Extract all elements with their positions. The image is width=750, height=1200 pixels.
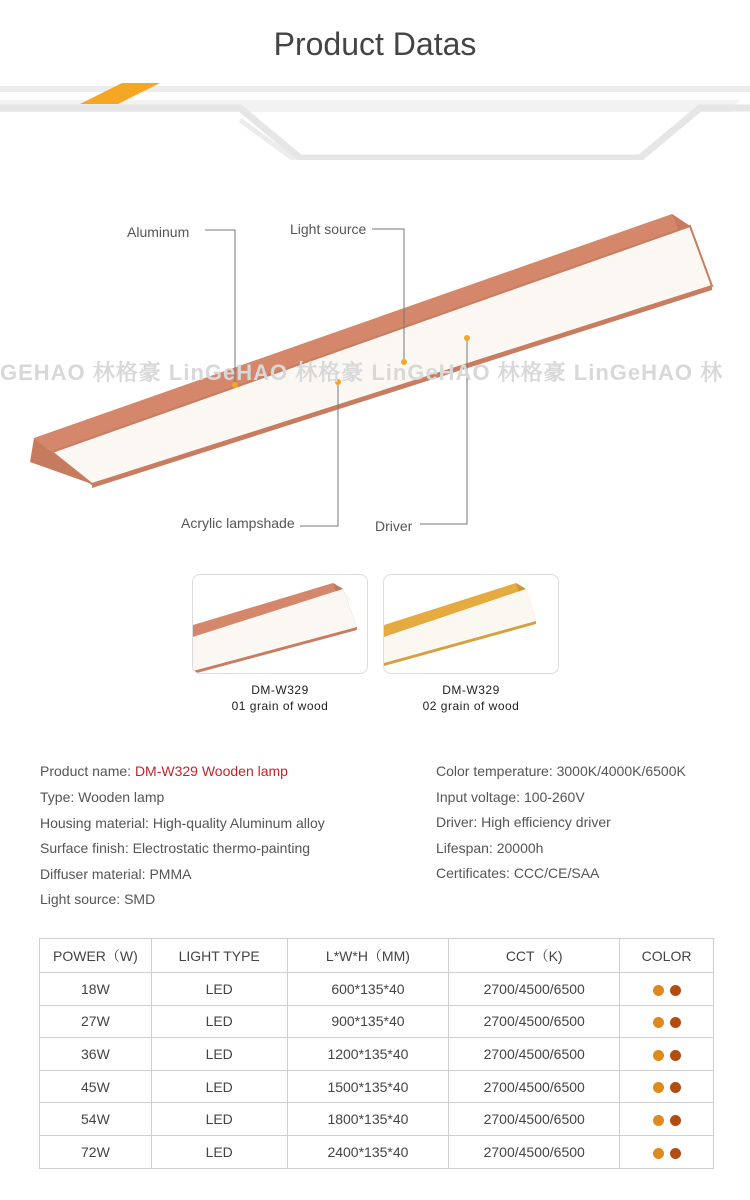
- table-row: [40, 1005, 714, 1038]
- cell-color: [620, 973, 714, 1006]
- product-name-value: DM-W329 Wooden lamp: [134, 763, 288, 779]
- callout-light-source: Light source: [290, 221, 367, 237]
- header-cct: CCT（K): [449, 939, 620, 973]
- cell-cct: 2700/4500/6500: [449, 1070, 620, 1103]
- cell-power: 18W: [40, 973, 152, 1006]
- cell-cct: 2700/4500/6500: [449, 973, 620, 1006]
- cell-dimensions: 1800*135*40: [287, 1103, 449, 1136]
- variant-name: 02 grain of wood: [422, 699, 520, 713]
- callout-driver: Driver: [375, 518, 413, 534]
- cell-dimensions: 2400*135*40: [287, 1135, 449, 1168]
- header-dimensions: L*W*H（MM): [287, 939, 449, 973]
- color-dot-dark: [670, 1050, 681, 1061]
- cell-light-type: LED: [151, 1070, 287, 1103]
- color-dot-dark: [670, 1017, 681, 1028]
- variant-caption-1: [193, 682, 367, 714]
- cell-dimensions: 600*135*40: [287, 973, 449, 1006]
- cell-dimensions: 1500*135*40: [287, 1070, 449, 1103]
- table-row: [40, 1135, 714, 1168]
- table-header-row: [40, 939, 714, 973]
- cell-cct: 2700/4500/6500: [449, 1038, 620, 1071]
- page-title: Product Datas: [273, 26, 477, 62]
- color-dot-dark: [670, 1082, 681, 1093]
- variant-caption-2: [384, 682, 558, 714]
- cell-light-type: LED: [151, 1103, 287, 1136]
- cell-cct: 2700/4500/6500: [449, 1135, 620, 1168]
- cell-light-type: LED: [151, 1135, 287, 1168]
- color-dot-light: [653, 1148, 664, 1159]
- header-power: POWER（W): [40, 939, 152, 973]
- callout-aluminum: Aluminum: [127, 224, 190, 240]
- cell-light-type: LED: [151, 973, 287, 1006]
- header-light-type: LIGHT TYPE: [151, 939, 287, 973]
- cell-power: 36W: [40, 1038, 152, 1071]
- cell-power: 54W: [40, 1103, 152, 1136]
- cell-power: 72W: [40, 1135, 152, 1168]
- color-dot-dark: [670, 1115, 681, 1126]
- spec-surface-finish: Surface finish: Electrostatic thermo-painting: [40, 840, 311, 856]
- lamp-yellow-wood-image: [384, 575, 558, 673]
- table-row: [40, 1103, 714, 1136]
- spec-driver: Driver: High efficiency driver: [436, 814, 611, 830]
- cell-color: [620, 1103, 714, 1136]
- cell-dimensions: 1200*135*40: [287, 1038, 449, 1071]
- header-banner-graphic: [0, 80, 750, 160]
- cell-dimensions: 900*135*40: [287, 1005, 449, 1038]
- cell-light-type: LED: [151, 1038, 287, 1071]
- cell-color: [620, 1038, 714, 1071]
- cell-cct: 2700/4500/6500: [449, 1005, 620, 1038]
- variant-model: DM-W329: [251, 683, 309, 697]
- color-dot-light: [653, 1082, 664, 1093]
- spec-light-source: Light source: SMD: [40, 891, 156, 907]
- spec-color-temperature: Color temperature: 3000K/4000K/6500K: [436, 763, 686, 779]
- variant-thumbnail-1[interactable]: [192, 574, 368, 674]
- header-color: COLOR: [620, 939, 714, 973]
- spec-lifespan: Lifespan: 20000h: [436, 840, 544, 856]
- color-dot-dark: [670, 1148, 681, 1159]
- variant-model: DM-W329: [442, 683, 500, 697]
- spec-housing-material: Housing material: High-quality Aluminum alloy: [40, 815, 325, 831]
- watermark: GEHAO 林格豪 LinGeHAO 林格豪 LinGeHAO 林格豪 LinGeHAO 林: [0, 360, 724, 385]
- variant-thumbnail-2[interactable]: [383, 574, 559, 674]
- spec-type: Type: Wooden lamp: [40, 789, 165, 805]
- spec-diffuser-material: Diffuser material: PMMA: [40, 866, 192, 882]
- cell-color: [620, 1005, 714, 1038]
- table-row: [40, 1038, 714, 1071]
- spec-input-voltage: Input voltage: 100-260V: [436, 789, 585, 805]
- cell-light-type: LED: [151, 1005, 287, 1038]
- cell-cct: 2700/4500/6500: [449, 1103, 620, 1136]
- cell-power: 27W: [40, 1005, 152, 1038]
- cell-color: [620, 1070, 714, 1103]
- table-row: [40, 1070, 714, 1103]
- color-dot-light: [653, 985, 664, 996]
- cell-color: [620, 1135, 714, 1168]
- callout-acrylic-lampshade: Acrylic lampshade: [181, 515, 295, 531]
- cell-power: 45W: [40, 1070, 152, 1103]
- spec-certificates: Certificates: CCC/CE/SAA: [436, 865, 600, 881]
- color-dot-light: [653, 1050, 664, 1061]
- spec-product-name: Product name: DM-W329 Wooden lamp: [40, 763, 288, 779]
- lamp-red-wood-image: [193, 575, 367, 673]
- table-row: [40, 973, 714, 1006]
- color-dot-light: [653, 1017, 664, 1028]
- color-dot-dark: [670, 985, 681, 996]
- color-dot-light: [653, 1115, 664, 1126]
- specification-table: [39, 938, 714, 1169]
- variant-name: 01 grain of wood: [231, 699, 329, 713]
